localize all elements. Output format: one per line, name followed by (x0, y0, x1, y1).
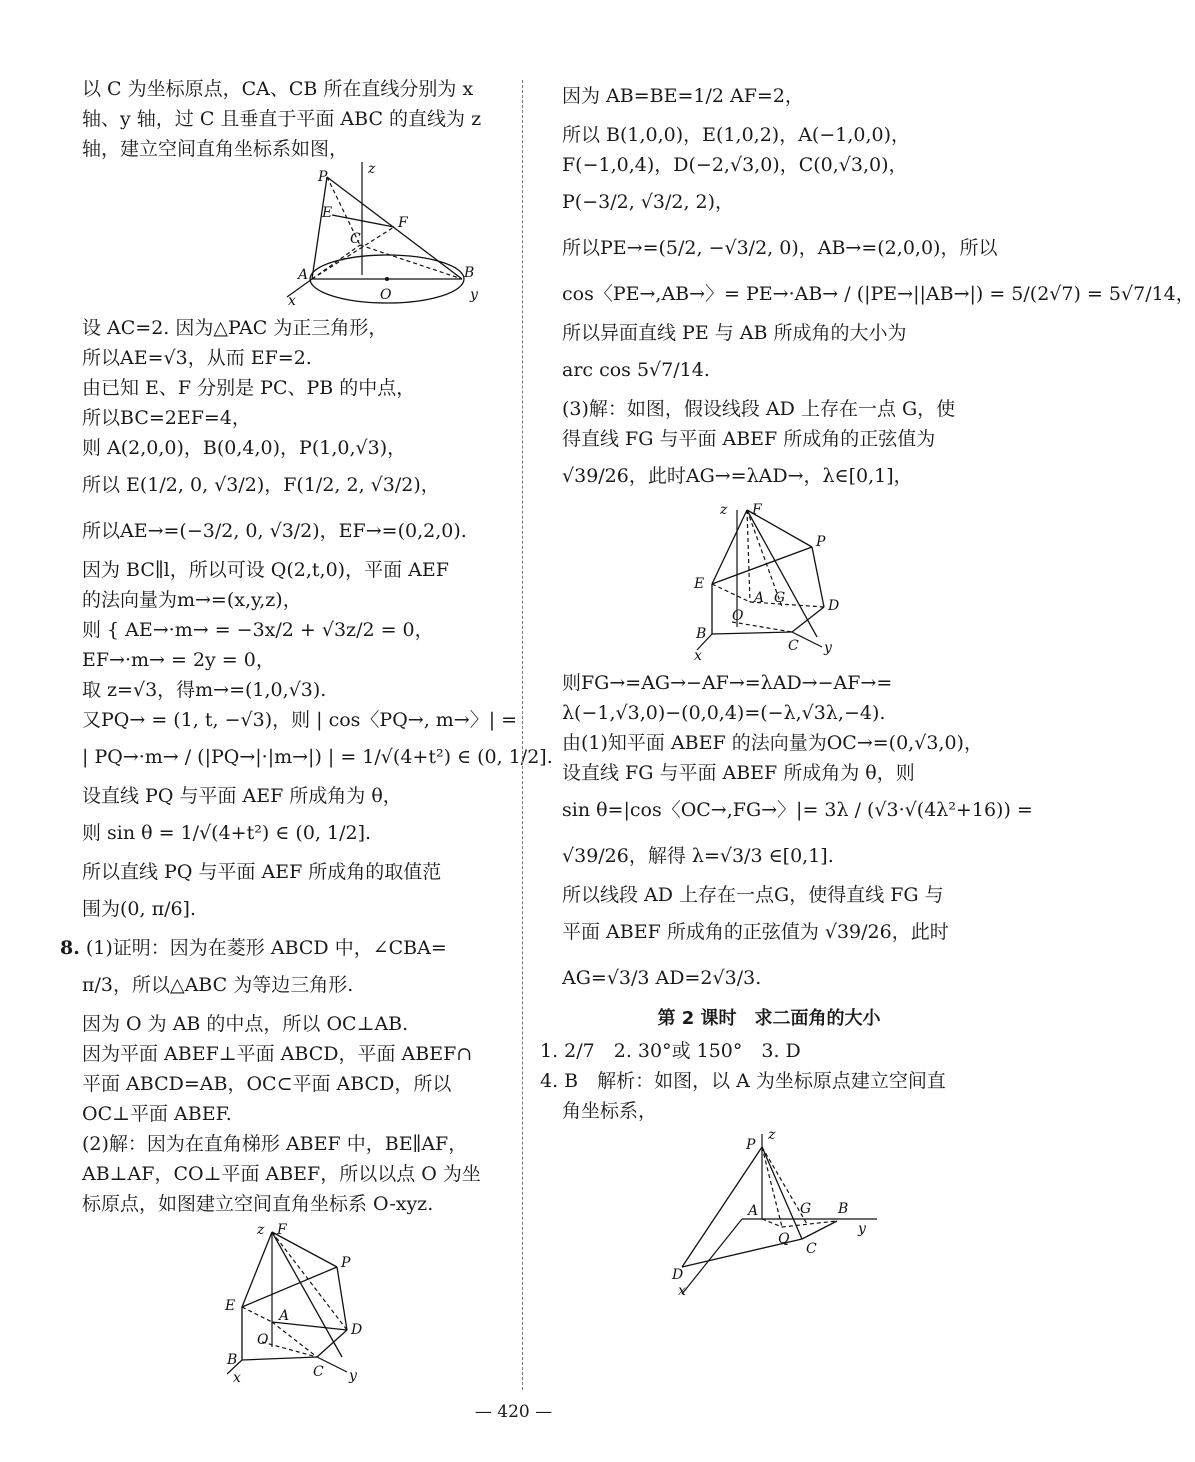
text-line: 则FG→=AG→−AF→=λAD→−AF→= (562, 672, 893, 694)
fig-label: y (349, 1368, 357, 1384)
fig-label: y (824, 640, 832, 656)
text-line: √39/26，解得 λ=√3/3 ∈[0,1]. (562, 845, 834, 867)
page-number: — 420 — (474, 1402, 553, 1422)
fig-label: C (313, 1364, 324, 1380)
text-line: 的法向量为m→=(x,y,z)， (82, 589, 302, 611)
fig-label: y (470, 287, 478, 303)
text-line: 所以直线 PQ 与平面 AEF 所成角的取值范 (82, 861, 442, 883)
text-line: 因为平面 ABEF⊥平面 ABCD，平面 ABEF∩ (82, 1043, 473, 1065)
text-line: λ(−1,√3,0)−(0,0,4)=(−λ,√3λ,−4). (562, 702, 886, 724)
fig-label: E (694, 576, 705, 592)
text-line: 得直线 FG 与平面 ABEF 所成角的正弦值为 (562, 428, 936, 450)
fig-label: B (696, 626, 707, 642)
text-line: 取 z=√3，得m→=(1,0,√3). (82, 679, 327, 701)
text-line: 平面 ABCD=AB，OC⊂平面 ABCD，所以 (82, 1073, 452, 1095)
fig-label: D (351, 1322, 363, 1338)
fig-label: x (694, 648, 702, 664)
fig-label: Q (778, 1231, 790, 1247)
fig-label: P (746, 1137, 756, 1153)
fig-label: x (288, 293, 296, 309)
text-line: √39/26，此时AG→=λAD→，λ∈[0,1]， (562, 465, 913, 487)
fig-label: O (380, 287, 392, 303)
text-line: 所以线段 AD 上存在一点G，使得直线 FG 与 (562, 884, 944, 906)
text-line: π/3，所以△ABC 为等边三角形. (82, 974, 354, 996)
text-line: EF→·m→ = 2y = 0， (82, 649, 275, 671)
text-line: 平面 ABEF 所成角的正弦值为 √39/26，此时 (562, 921, 949, 943)
fig-label: F (752, 502, 762, 518)
text-line: 设直线 FG 与平面 ABEF 所成角为 θ，则 (562, 762, 915, 784)
right-column (540, 76, 1195, 1307)
fig-label: D (828, 598, 840, 614)
text-line: 角坐标系， (562, 1100, 658, 1122)
text-line: 围为(0, π/6]. (82, 898, 197, 920)
fig-label: E (322, 205, 333, 221)
text-line: AG=√3/3 AD=2√3/3. (562, 967, 762, 989)
fig-label: A (298, 267, 309, 283)
fig-label: y (858, 1221, 866, 1237)
text-line: 设直线 PQ 与平面 AEF 所成角为 θ， (82, 785, 402, 807)
text-line: 因为 O 为 AB 的中点，所以 OC⊥AB. (82, 1013, 409, 1035)
text-line: 所以 B(1,0,0)，E(1,0,2)，A(−1,0,0)， (562, 124, 911, 146)
text-line: 所以BC=2EF=4， (82, 407, 251, 429)
text-line: 轴，建立空间直角坐标系如图， (82, 138, 349, 160)
column-divider (522, 80, 523, 1390)
fig-label: A (754, 590, 765, 606)
fig-label: z (720, 502, 728, 518)
left-column (60, 76, 553, 1390)
text-line: 所以PE→=(5/2, −√3/2, 0)，AB→=(2,0,0)，所以 (562, 237, 998, 259)
text-line: P(−3/2, √3/2, 2)， (562, 191, 735, 213)
text-line: arc cos 5√7/14. (562, 359, 710, 381)
fig-label: G (774, 590, 786, 606)
text-line: sin θ=|cos〈OC→,FG→〉|= 3λ / (√3·√(4λ²+16)) = (562, 799, 1033, 821)
question-number: 8. (60, 937, 80, 959)
text-line: 则 A(2,0,0)，B(0,4,0)，P(1,0,√3)， (82, 437, 407, 459)
figure-solid-right (692, 502, 912, 662)
text-line: 又PQ→ = (1, t, −√3)，则 | cos〈PQ→, m→〉| = (82, 709, 518, 731)
text-line: 4. B 解析：如图，以 A 为坐标原点建立空间直 (540, 1070, 946, 1092)
text-line: F(−1,0,4)，D(−2,√3,0)，C(0,√3,0)， (562, 154, 908, 176)
fig-label: D (672, 1267, 684, 1283)
text-line: 轴、y 轴，过 C 且垂直于平面 ABC 的直线为 z (82, 108, 482, 130)
question-8-first-line (60, 935, 494, 962)
text-line: 由(1)知平面 ABEF 的法向量为OC→=(0,√3,0)， (562, 732, 983, 754)
text-line: AB⊥AF，CO⊥平面 ABEF，所以以点 O 为坐 (82, 1163, 481, 1185)
fig-label: C (788, 638, 799, 654)
figure-solid-left (207, 1222, 427, 1386)
text-line: 因为 AB=BE=1/2 AF=2， (562, 85, 804, 107)
fig-label: O (257, 1332, 269, 1348)
text-line: OC⊥平面 ABEF. (82, 1103, 232, 1125)
fig-label: F (398, 215, 408, 231)
text-line: 以 C 为坐标原点，CA、CB 所在直线分别为 x (82, 78, 474, 100)
figure-cone (182, 161, 482, 309)
fig-label: x (678, 1283, 686, 1299)
fig-label: A (279, 1308, 290, 1324)
fig-label: C (806, 1241, 817, 1257)
fig-label: B (227, 1352, 238, 1368)
fig-label: B (838, 1201, 849, 1217)
text-line: 则 sin θ = 1/√(4+t²) ∈ (0, 1/2]. (82, 822, 372, 844)
text-line: | PQ→·m→ / (|PQ→|·|m→|) | = 1/√(4+t²) ∈ (0, 1/2]. (82, 746, 553, 768)
fig-label: O (732, 608, 744, 624)
text-line: 由已知 E、F 分别是 PC、PB 的中点， (82, 377, 416, 399)
fig-label: B (464, 265, 475, 281)
fig-label: z (768, 1127, 776, 1143)
text-line: 所以AE→=(−3/2, 0, √3/2)，EF→=(0,2,0). (82, 520, 467, 542)
figure-pyramid (672, 1129, 902, 1299)
fig-label: F (277, 1222, 287, 1238)
text-line: 设 AC=2. 因为△PAC 为正三角形， (82, 317, 388, 339)
fig-label: E (225, 1298, 236, 1314)
fig-label: P (341, 1255, 351, 1271)
fig-label: C (350, 231, 361, 247)
text-line: 所以异面直线 PE 与 AB 所成角的大小为 (562, 322, 907, 344)
text-line: cos〈PE→,AB→〉= PE→·AB→ / (|PE→||AB→|) = 5/(2√7) = 5√7/14， (562, 283, 1195, 305)
text-line: (3)解：如图，假设线段 AD 上存在一点 G，使 (562, 398, 956, 420)
text-line: (2)解：因为在直角梯形 ABEF 中，BE∥AF， (82, 1133, 468, 1155)
fig-label: G (800, 1201, 812, 1217)
fig-label: P (816, 534, 826, 550)
answers-line: 1. 2/7 2. 30°或 150° 3. D (540, 1040, 801, 1062)
text-line: 所以AE=√3，从而 EF=2. (82, 347, 312, 369)
lesson-heading: 第 2 课时 求二面角的大小 (657, 1008, 881, 1029)
text-line: 标原点，如图建立空间直角坐标系 O-xyz. (82, 1193, 434, 1215)
fig-label: z (368, 161, 376, 177)
fig-label: x (233, 1370, 241, 1386)
fig-label: z (257, 1222, 265, 1238)
text-line: 则 { AE→·m→ = −3x/2 + √3z/2 = 0， (82, 619, 434, 641)
text-line: 所以 E(1/2, 0, √3/2)，F(1/2, 2, √3/2)， (82, 474, 440, 496)
fig-label: P (318, 169, 328, 185)
text-line: (1)证明：因为在菱形 ABCD 中，∠CBA= (85, 937, 447, 959)
text-line: 因为 BC∥l，所以可设 Q(2,t,0)，平面 AEF (82, 559, 449, 581)
fig-label: A (748, 1203, 759, 1219)
